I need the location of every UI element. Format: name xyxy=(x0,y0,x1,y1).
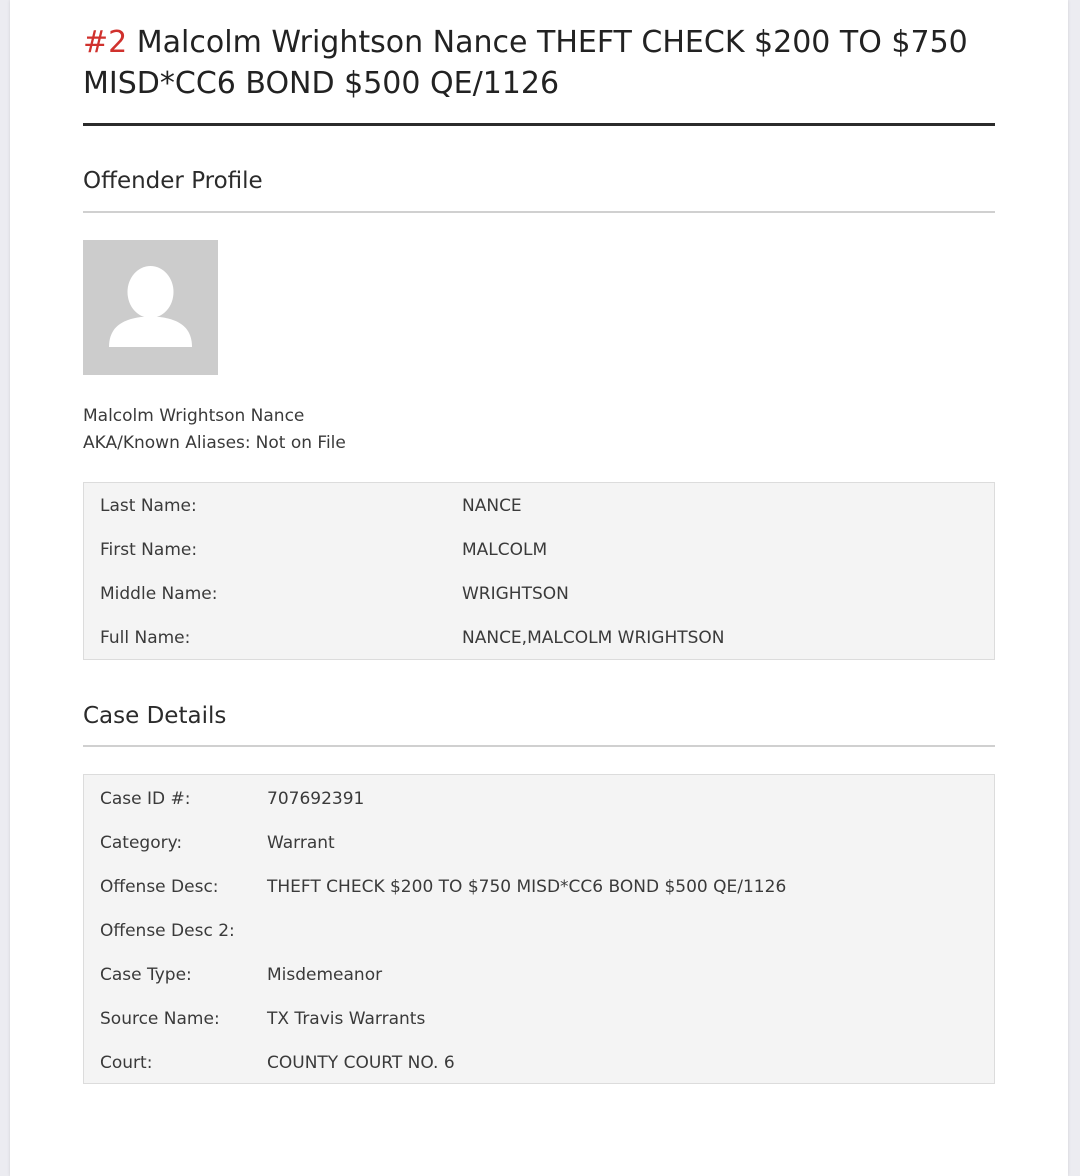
table-row xyxy=(84,581,994,607)
identity-block xyxy=(83,403,346,457)
field-label: Court: xyxy=(100,1053,153,1073)
field-label: Last Name: xyxy=(100,496,197,516)
table-row xyxy=(84,1050,994,1076)
field-value: THEFT CHECK $200 TO $750 MISD*CC6 BOND $500 QE/1126 xyxy=(267,877,787,897)
result-title: Malcolm Wrightson Nance THEFT CHECK $200 TO $750 MISD*CC6 BOND $500 QE/1126 xyxy=(83,25,968,101)
table-row xyxy=(84,1006,994,1032)
case-details-table xyxy=(83,774,995,1084)
field-value: MALCOLM xyxy=(462,540,548,560)
field-label: Offense Desc: xyxy=(100,877,219,897)
name-details-table xyxy=(83,482,995,660)
field-label: First Name: xyxy=(100,540,198,560)
title-divider xyxy=(83,123,995,126)
offender-profile-heading: Offender Profile xyxy=(83,168,263,194)
field-value: COUNTY COURT NO. 6 xyxy=(267,1053,455,1073)
table-row xyxy=(84,962,994,988)
field-value: NANCE xyxy=(462,496,522,516)
case-details-divider xyxy=(83,745,995,747)
field-label: Case ID #: xyxy=(100,789,191,809)
offender-profile-divider xyxy=(83,211,995,213)
table-row xyxy=(84,830,994,856)
field-value: WRIGHTSON xyxy=(462,584,569,604)
field-value: Misdemeanor xyxy=(267,965,383,985)
page-title xyxy=(83,22,983,104)
case-details-heading: Case Details xyxy=(83,703,227,729)
field-label: Middle Name: xyxy=(100,584,218,604)
table-row xyxy=(84,625,994,651)
field-label: Case Type: xyxy=(100,965,192,985)
table-row xyxy=(84,493,994,519)
aliases-line xyxy=(83,430,346,457)
table-row xyxy=(84,918,994,944)
aliases-label: AKA/Known Aliases: xyxy=(83,433,251,453)
field-label: Offense Desc 2: xyxy=(100,921,235,941)
field-value: NANCE,MALCOLM WRIGHTSON xyxy=(462,628,725,648)
field-value: TX Travis Warrants xyxy=(267,1009,426,1029)
field-label: Source Name: xyxy=(100,1009,220,1029)
table-row xyxy=(84,537,994,563)
field-value: Warrant xyxy=(267,833,335,853)
offender-name: Malcolm Wrightson Nance xyxy=(83,406,305,426)
field-value: 707692391 xyxy=(267,789,365,809)
table-row xyxy=(84,786,994,812)
page xyxy=(10,0,1068,1176)
field-label: Full Name: xyxy=(100,628,191,648)
result-number: #2 xyxy=(83,25,128,60)
table-row xyxy=(84,874,994,900)
field-label: Category: xyxy=(100,833,183,853)
aliases-value: Not on File xyxy=(255,433,346,453)
person-placeholder-icon xyxy=(83,240,218,375)
